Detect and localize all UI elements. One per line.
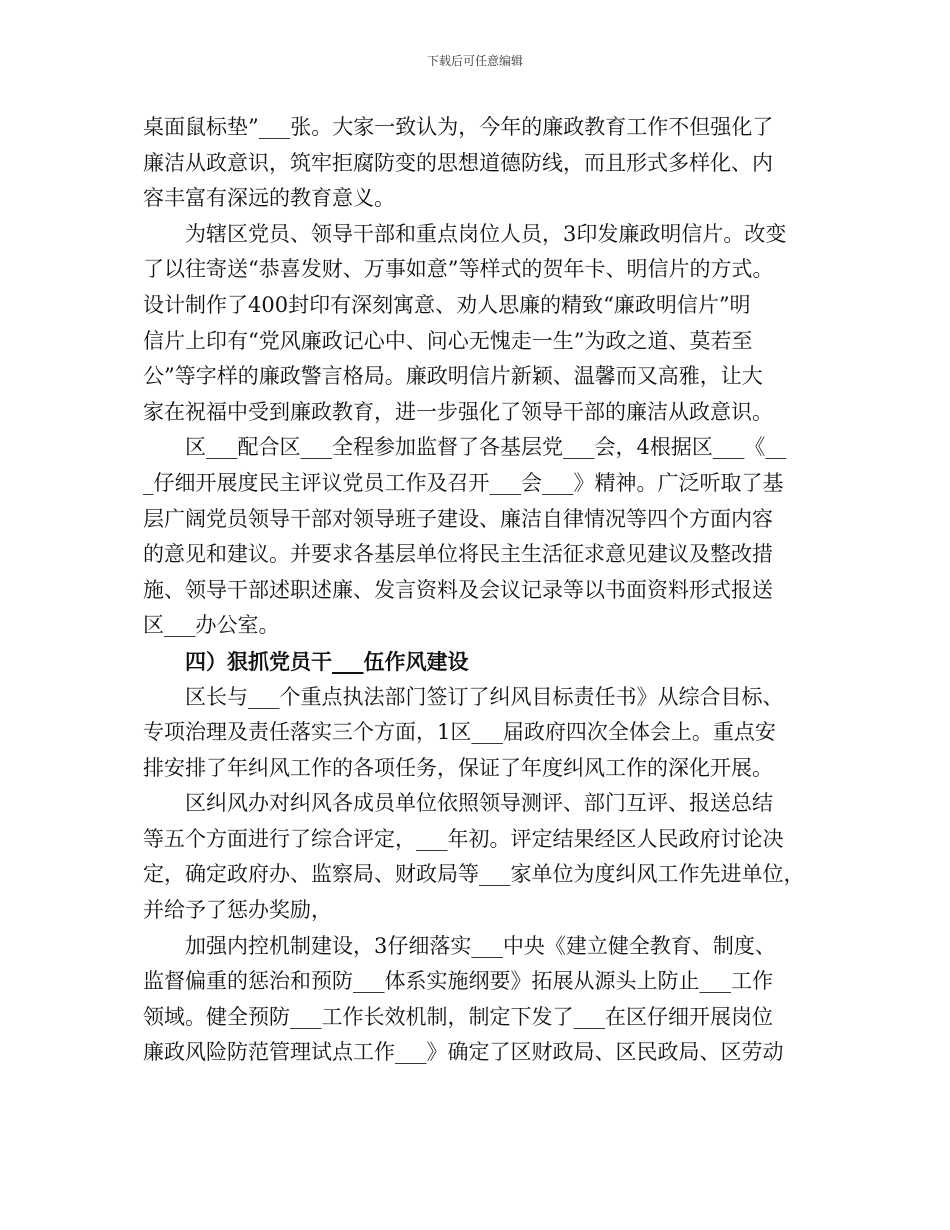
document-body — [143, 110, 811, 1071]
text-line: 施、领导干部述职述廉、发言资料及会议记录等以书面资料形式报送 — [143, 577, 773, 602]
text-line: 领域。健全预防___工作长效机制，制定下发了___在区仔细开展岗位 — [143, 1004, 773, 1029]
section-heading: 四）狠抓党员干___伍作风建设 — [185, 648, 469, 674]
text-line: 桌面鼠标垫”___张。大家一致认为，今年的廉政教育工作不但强化了 — [143, 115, 774, 139]
text-line: 为辖区党员、领导干部和重点岗位人员，3印发廉政明信片。改变 — [185, 221, 787, 246]
text-line: 公”等字样的廉政警言格局。廉政明信片新颖、温馨而又高雅，让大 — [143, 364, 763, 389]
text-line: 等五个方面进行了综合评定，___年初。评定结果经区人民政府讨论决 — [143, 826, 784, 851]
text-line: 容丰富有深远的教育意义。 — [143, 186, 395, 211]
text-line: 排安排了年纠风工作的各项任务，保证了年度纠风工作的深化开展。 — [143, 755, 773, 780]
text-line: 家在祝福中受到廉政教育，进一步强化了领导干部的廉洁从政意识。 — [143, 399, 773, 424]
text-line: 专项治理及责任落实三个方面，1区___届政府四次全体会上。重点安 — [143, 720, 776, 745]
text-line: 并给予了惩办奖励， — [143, 898, 332, 923]
text-line: 层广阔党员领导干部对领导班子建设、廉洁自律情况等四个方面内容 — [143, 506, 773, 531]
text-line: 了以往寄送“恭喜发财、万事如意”等样式的贺年卡、明信片的方式。 — [143, 257, 774, 282]
text-line: 廉政风险防范管理试点工作___》确定了区财政局、区民政局、区劳动 — [143, 1040, 784, 1065]
text-line: 的意见和建议。并要求各基层单位将民主生活征求意见建议及整改措 — [143, 542, 773, 567]
text-line: 区纠风办对纠风各成员单位依照领导测评、部门互评、报送总结 — [185, 791, 773, 816]
text-line: 定，确定政府办、监察局、财政局等___家单位为度纠风工作先进单位， — [143, 862, 805, 887]
text-line: 区长与___个重点执法部门签订了纠风目标责任书》从综合目标、 — [185, 684, 784, 709]
text-line: 加强内控机制建设，3仔细落实___中央《建立健全教育、制度、 — [185, 933, 776, 958]
text-line: 设计制作了400封印有深刻寓意、劝人思廉的精致“廉政明信片”明 — [143, 292, 751, 317]
text-line: 信片上印有“党风廉政记心中、问心无愧走一生”为政之道、莫若至 — [143, 328, 753, 353]
text-line: 区___办公室。 — [143, 613, 280, 638]
text-line: 廉洁从政意识，筑牢拒腐防变的思想道德防线，而且形式多样化、内 — [143, 150, 773, 175]
text-line: _仔细开展度民主评议党员工作及召开___会___》精神。广泛听取了基 — [143, 470, 784, 495]
text-line: 区___配合区___全程参加监督了各基层党___会，4根据区___《__ — [185, 435, 787, 460]
page-header: 下载后可任意编辑 — [426, 54, 523, 68]
text-line: 监督偏重的惩治和预防___体系实施纲要》拓展从源头上防止___工作 — [143, 969, 773, 994]
